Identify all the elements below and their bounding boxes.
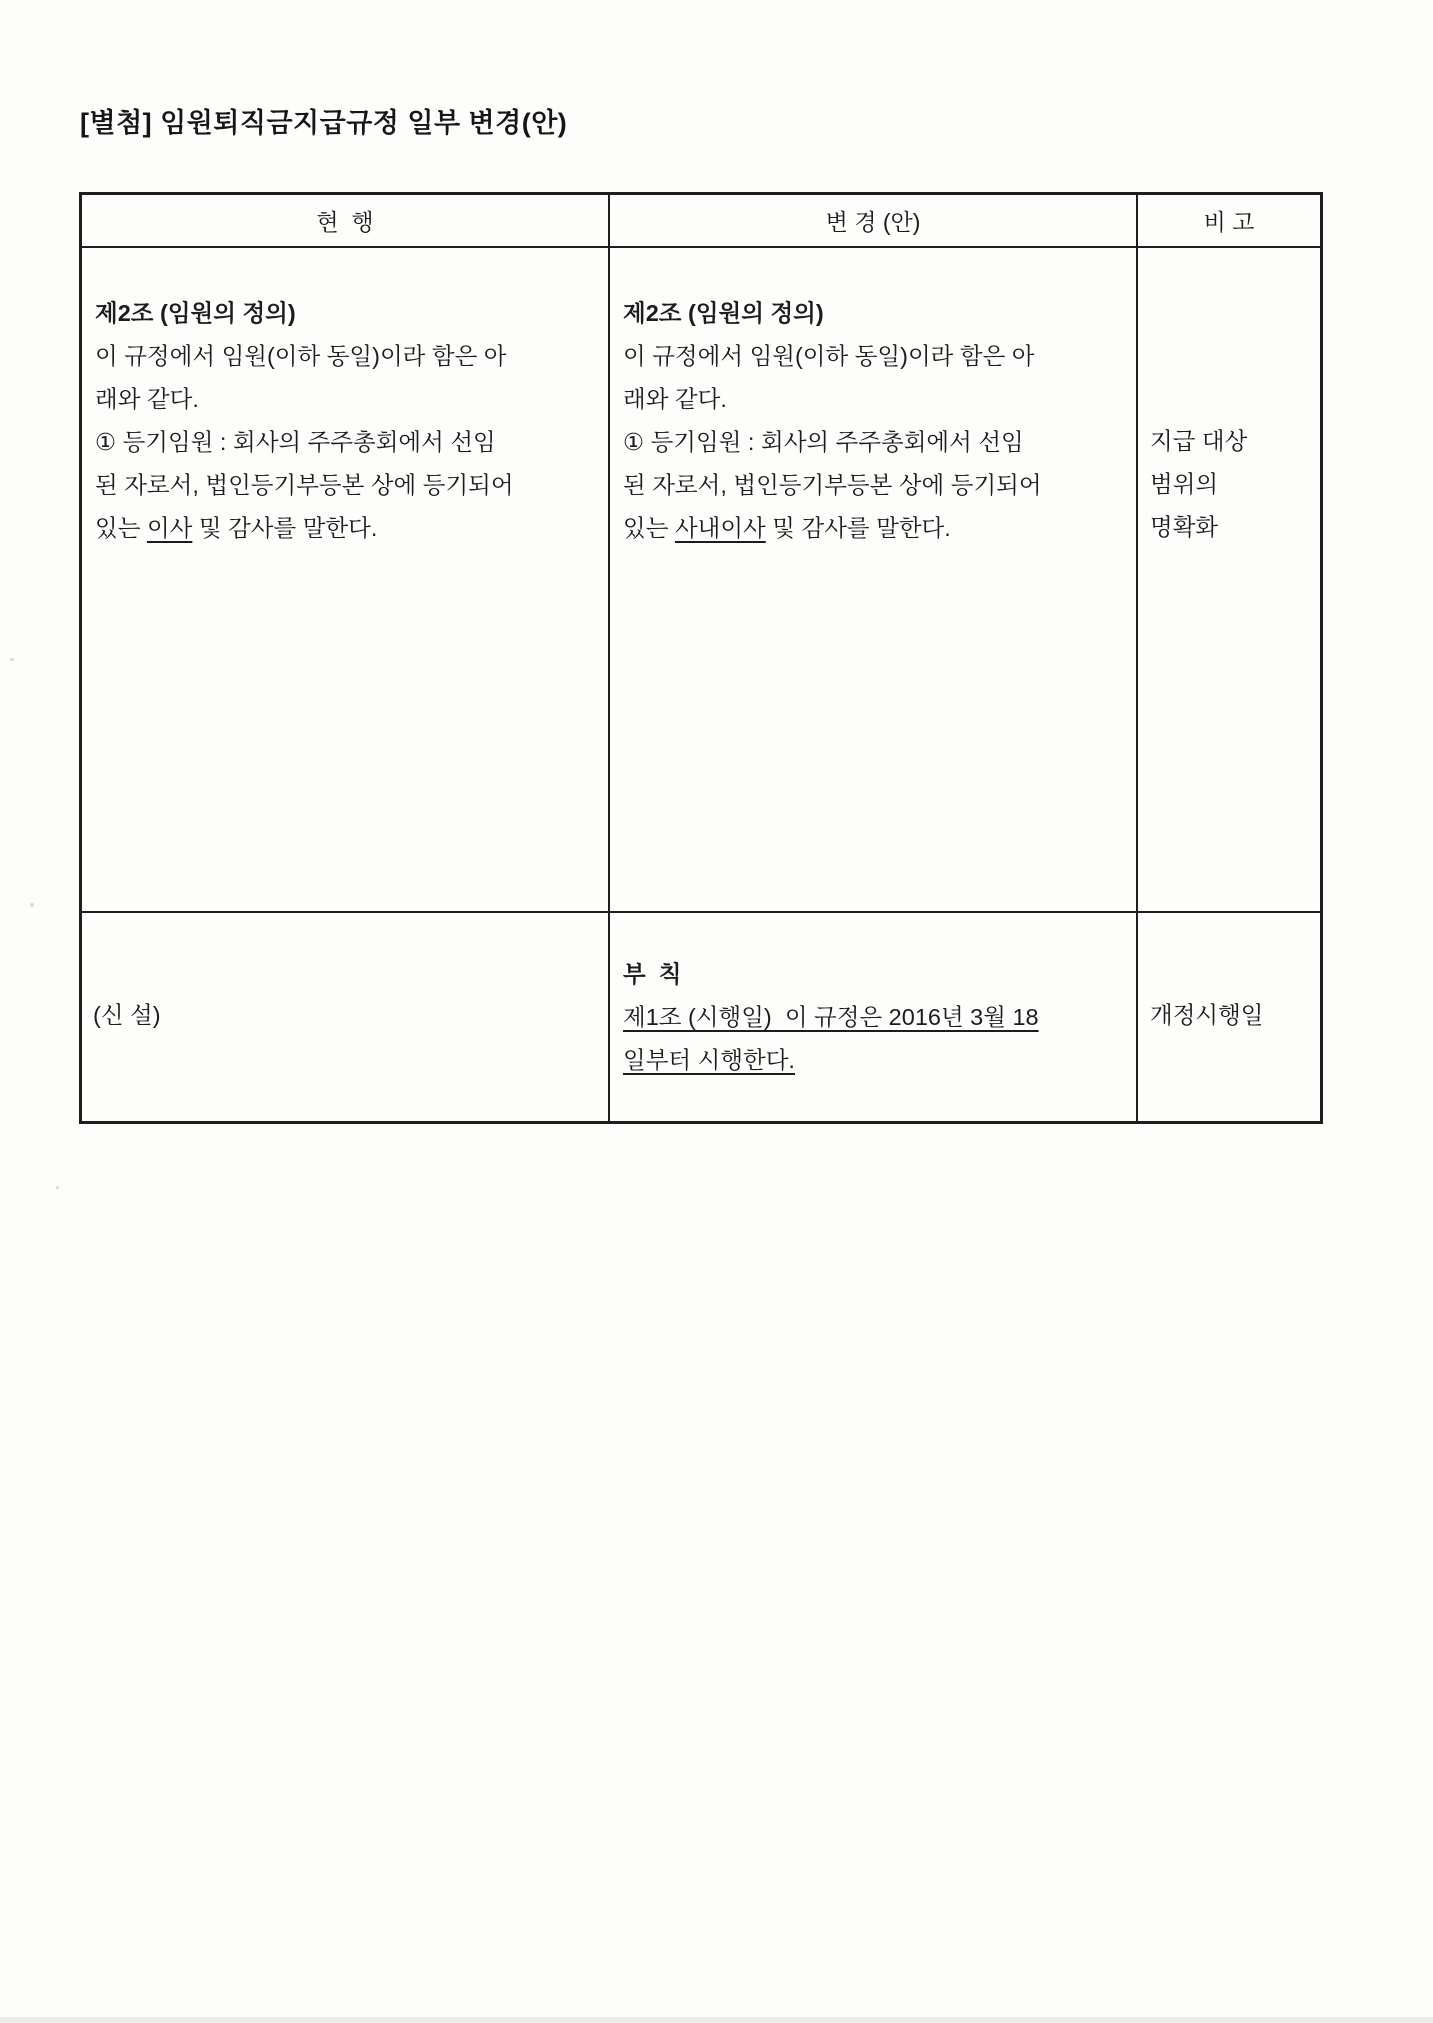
scan-speck <box>56 1186 59 1189</box>
text-line: ① 등기임원 : 회사의 주주총회에서 선임 <box>623 429 1024 455</box>
underlined-text-line: 제1조 (시행일) 이 규정은 2016년 3월 18 <box>623 1004 1039 1030</box>
text-segment: 있는 <box>623 515 675 541</box>
article-heading: 제2조 (임원의 정의) <box>95 300 296 326</box>
text-segment: 및 감사를 말한다. <box>192 515 378 541</box>
addendum-heading: 부 칙 <box>623 961 682 987</box>
text-line-with-underline <box>623 507 1126 550</box>
text-line: 된 자로서, 법인등기부등본 상에 등기되어 <box>95 472 514 498</box>
cell-change-article2 <box>610 248 1138 913</box>
text-line: 이 규정에서 임원(이하 동일)이라 함은 아 <box>623 343 1035 369</box>
remark-line: 개정시행일 <box>1150 1002 1264 1028</box>
cell-current-newly-established <box>82 913 610 1121</box>
remark-line: 범위의 <box>1150 471 1219 497</box>
text-line: 래와 같다. <box>623 386 727 412</box>
remark-line: 지급 대상 <box>1150 428 1248 454</box>
underlined-term: 이사 <box>146 515 193 541</box>
remark-line: 명확화 <box>1150 514 1219 540</box>
text-segment: 및 감사를 말한다. <box>765 515 951 541</box>
column-header-remarks: 비 고 <box>1138 195 1320 248</box>
article-heading: 제2조 (임원의 정의) <box>623 300 824 326</box>
underlined-term: 사내이사 <box>674 515 766 541</box>
text-segment: 있는 <box>95 515 147 541</box>
scan-edge-shadow <box>0 2017 1433 2023</box>
scan-speck <box>30 903 34 907</box>
cell-remarks-definition <box>1138 248 1320 913</box>
text-line: ① 등기임원 : 회사의 주주총회에서 선임 <box>95 429 496 455</box>
amendment-comparison-table <box>79 192 1323 1124</box>
cell-current-article2 <box>82 248 610 913</box>
text-line-with-underline <box>95 507 598 550</box>
text-line: 래와 같다. <box>95 386 199 412</box>
text-line: 이 규정에서 임원(이하 동일)이라 함은 아 <box>95 343 507 369</box>
text-line: (신 설) <box>93 1002 161 1028</box>
cell-remarks-addendum <box>1138 913 1320 1121</box>
cell-change-addendum <box>610 913 1138 1121</box>
text-line: 된 자로서, 법인등기부등본 상에 등기되어 <box>623 472 1042 498</box>
underlined-text-line: 일부터 시행한다. <box>623 1047 795 1073</box>
column-header-change: 변 경 (안) <box>610 195 1138 248</box>
page-title: [별첨] 임원퇴직금지급규정 일부 변경(안) <box>80 108 568 138</box>
scan-speck <box>10 658 14 661</box>
column-header-current: 현 행 <box>82 195 610 248</box>
